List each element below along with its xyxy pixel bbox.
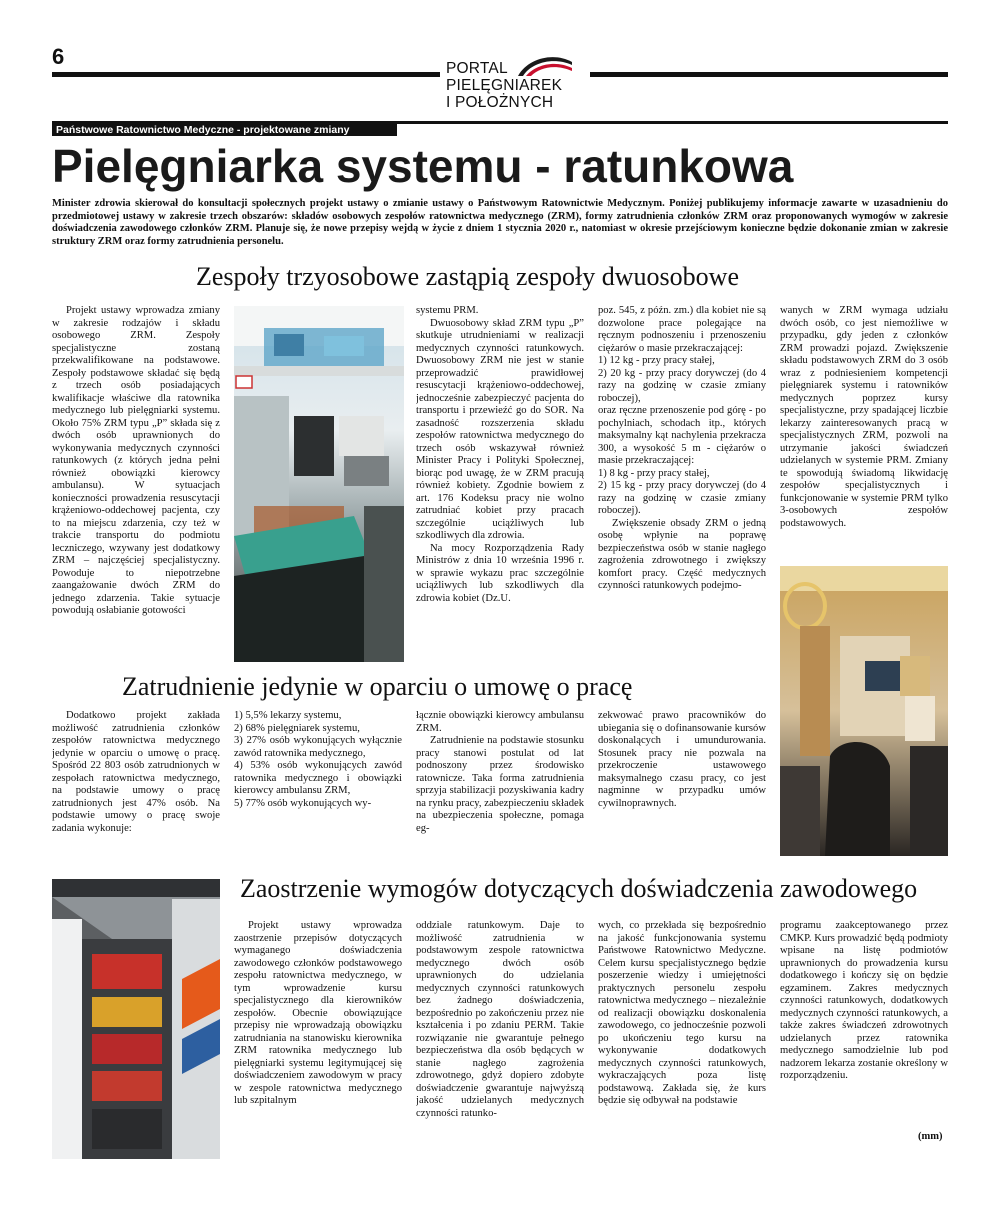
section1-column-3 <box>598 305 766 661</box>
section3-column-4 <box>780 920 948 1125</box>
section1-column-4 <box>780 305 948 561</box>
section3-heading: Zaostrzenie wymogów dotyczących doświadczenia zawodowego <box>240 874 918 903</box>
ambulance-cabin-photo <box>780 566 948 856</box>
section2-column-4 <box>598 710 766 860</box>
list-item: 1) 12 kg - przy pracy stałej, <box>598 355 715 366</box>
paragraph: Zatrudnienie na podstawie stosunku pracy stanowi postulat od lat podnoszony przez środowisko ratownicze. Taka forma zatrudnienia sprzyja stabilizacji pozyskiwania kadry na rynku pracy, zabezpieczeniu składek na ubezpieczenia społeczne, pomaga eg- <box>416 735 584 834</box>
list-item: 3) 27% osób wykonujących wyłącznie zawód ratownika medycznego, <box>234 735 402 759</box>
paragraph: oraz ręczne przenoszenie pod górę - po pochylniach, schodach itp., których maksymalny kąt nachylenia przekracza 300, a wysokość 5 m - ciężarów o masie przekraczającej: <box>598 405 766 466</box>
header-rule-left <box>52 72 440 77</box>
section-tag: Państwowe Ratownictwo Medyczne - projektowane zmiany <box>52 124 397 136</box>
ambulance-side-compartment-photo <box>52 879 220 1159</box>
section2-heading: Zatrudnienie jedynie w oparciu o umowę o pracę <box>122 672 633 701</box>
list-item: 1) 8 kg - przy pracy stałej, <box>598 467 710 479</box>
article-lead: Minister zdrowia skierował do konsultacji społecznych projekt ustawy o zmianie ustawy o Państwowym Ratownictwie Medycznym. Poniżej publikujemy informacje zawarte w uzasadnieniu do przedmiotowej ustawy w zakresie trzech obszarów: składów osobowych zespołów ratownictwa medycznego (ZRM), formy zatrudnienia członków ZRM oraz proponowanych wymogów w zakresie doświadczenia zawodowego członków ZRM. Planuje się, że nowe przepisy wejdą w życie z dniem 1 stycznia 2020 r., natomiast w okresie przejściowym konieczne będzie dokonanie zmian w zakresie struktury ZRM oraz formy zatrudnienia personelu. <box>52 198 948 247</box>
section2-column-1 <box>52 710 220 860</box>
paragraph: Na mocy Rozporządzenia Rady Ministrów z dnia 10 września 1996 r. w sprawie wykazu prac szczególnie uciążliwych lub szkodliwych dla zdrowia kobiet (Dz.U. <box>416 542 584 604</box>
list-item: 1) 5,5% lekarzy systemu, <box>234 710 342 721</box>
section2-column-2 <box>234 710 402 860</box>
paragraph: łącznie obowiązki kierowcy ambulansu ZRM. <box>416 710 584 734</box>
list-item: 2) 20 kg - przy pracy dorywczej (do 4 razy na godzinę w czasie zmiany roboczej), <box>598 367 766 404</box>
logo-line-1: PORTAL <box>446 60 508 77</box>
paragraph: zekwować prawo pracowników do ubiegania się o dofinansowanie kursów doskonalących i umundurowania. Stosunek pracy nie pozwala na przekroczenie ustawowego maksymalnego czasu pracy, co jest nagminne w przypadku umów cywilnoprawnych. <box>598 710 766 809</box>
page-number: 6 <box>52 44 65 69</box>
paragraph: wanych w ZRM wymaga udziału dwóch osób, co jest niemożliwe w przypadku, gdy jeden z członków ZRM prowadzi pojazd. Zwiększenie składu podstawowych ZRM do 3 osób wraz z podniesieniem kompetencji pielęgniarek systemu i ratowników medycznych poprzez kursy specjalistyczne, przy spadającej liczbie lekarzy zainteresowanych pracą w specjalistycznych ZRM, pozwoli na utrzymanie jakości świadczeń udzielanych w systemie PRM. Zmiany te spowodują świadomą likwidację zespołów specjalistycznych i funkcjonowanie w systemie PRM tylko 3-osobowych zespołów podstawowych. <box>780 305 948 529</box>
paragraph: wych, co przekłada się bezpośrednio na jakość funkcjonowania systemu Państwowe Ratownictwo Medyczne. Celem kursu specjalistycznego będzie poszerzenie wiedzy i umiejętności praktycznych personelu zespołu ratownictwa medycznego – niezależnie od realizacji obowiązku doskonalenia zawodowego, co jednocześnie pozwoli po ukończeniu tego kursu na wykonywanie dodatkowych medycznych czynności ratunkowych, wykraczających poza listę podstawową. Zakłada się, że kurs będzie się odbywał na podstawie <box>598 920 766 1106</box>
section2-column-3 <box>416 710 584 860</box>
paragraph: Dwuosobowy skład ZRM typu „P” skutkuje utrudnieniami w realizacji medycznych czynności ratunkowych. Dwuosobowy ZRM nie jest w stanie przeprowadzić prawidłowej resuscytacji krążeniowo-oddechowej, jednocześnie zabezpieczyć pacjenta do transportu i przewieźć go do SOR. Na zasadność rozszerzenia składu zespołów ratownictwa medycznego do trzech osób wskazywał również Minister Pracy i Polityki Społecznej, biorąc pod uwagę, że w ZRM pracują również kobiety. Zgodnie bowiem z art. 176 Kodeksu pracy nie wolno zatrudniać kobiet przy pracach szczególnie uciążliwych lub szkodliwych dla zdrowia. <box>416 317 584 541</box>
section1-heading: Zespoły trzyosobowe zastąpią zespoły dwuosobowe <box>196 262 739 291</box>
logo-line-3: I POŁOŻNYCH <box>446 94 554 111</box>
list-item: 2) 15 kg - przy pracy dorywczej (do 4 razy na godzinę w czasie zmiany roboczej). <box>598 480 766 516</box>
portal-logo <box>446 52 586 114</box>
paragraph: Projekt ustawy wprowadza zaostrzenie przepisów dotyczących wymaganego doświadczenia zawodowego członków podstawowego zespołu ratownictwa medycznego, w tym wprowadzenie kursu specjalistycznego dla kierowników zespołów. Obecnie obowiązujące przepisy nie wprowadzają obowiązku zatrudniania na stanowisku kierownika ZRM ratownika medycznego lub pielęgniarki systemu legitymującej się doświadczeniem zawodowym w pracy w zespole ratownictwa medycznego lub szpitalnym <box>234 920 402 1106</box>
paragraph: Zwiększenie obsady ZRM o jedną osobę wpłynie na poprawę bezpieczeństwa osób w stanie nagłego zagrożenia zdrowotnego i zwiększy komfort pracy. Część medycznych czynności ratunkowych podejmo- <box>598 517 766 591</box>
logo-line-2: PIELĘGNIAREK <box>446 77 563 94</box>
section3-column-1 <box>234 920 402 1160</box>
paragraph: Projekt ustawy wprowadza zmiany w zakresie rodzajów i składu osobowego ZRM. Zespoły specjalistyczne zostaną przekwalifikowane na podstawowe. Zespoły podstawowe składać się będą z trzech osób posiadających kwalifikacje właściwe dla ratownika medycznego lub pielęgniarki systemu. Około 75% ZRM typu „P” składa się z dwóch osób uprawnionych do wykonywania medycznych czynności ratunkowych (z których jedna pełni również obowiązki kierowcy ambulansu). W sytuacjach konieczności prowadzenia resuscytacji krążeniowo-oddechowej pacjenta, czy to na miejscu zdarzenia, czy też w trakcie transportu do podmiotu leczniczego, wzywany jest dodatkowy ZRM – najczęściej specjalistyczny. Powoduje to niepotrzebne zaangażowanie dwóch ZRM do jednego zdarzenia. Takie sytuacje powodują osłabianie gotowości <box>52 305 220 616</box>
ambulance-interior-photo <box>234 306 404 662</box>
list-item: 4) 53% osób wykonujących zawód ratownika medycznego i obowiązki kierowcy ambulansu ZRM, <box>234 760 402 796</box>
paragraph: Dodatkowo projekt zakłada możliwość zatrudnienia członków zespołów ratownictwa medycznego jedynie w oparciu o umowę o pracę. Spośród 22 803 osób zatrudnionych w zespołach ratownictwa medycznego, na podstawie umowy o pracę zatrudnionych jest 47% osób. Na podstawie umowy o pracę swoje zadania wykonuje: <box>52 710 220 834</box>
section1-column-1 <box>52 305 220 661</box>
article-title: Pielęgniarka systemu - ratunkowa <box>52 140 794 192</box>
section3-column-2 <box>416 920 584 1160</box>
paragraph: systemu PRM. <box>416 305 479 316</box>
paragraph: oddziale ratunkowym. Daje to możliwość zatrudnienia w podstawowym zespole ratownictwa medycznego dwóch osób uprawnionych do udzielania medycznych czynności ratunkowych bez żadnego doświadczenia, bezpośrednio po zakończeniu przez nie kształcenia i po zdaniu PERM. Takie rozwiązanie nie gwarantuje pełnego bezpieczeństwa dla osób będących w stanie nagłego zagrożenia zdrowotnego, gdyż dopiero zdobyte doświadczenie gwarantuje najwyższą jakość udzielanych medycznych czynności ratunko- <box>416 920 584 1119</box>
paragraph: programu zaakceptowanego przez CMKP. Kurs prowadzić będą podmioty wpisane na listę podmiotów uprawnionych do prowadzenia kursu dodatkowego i kończy się on będzie egzaminem. Zakres medycznych czynności ratunkowych, dodatkowych medycznych czynności ratunkowych, a także zakres świadczeń zdrowotnych udzielanych przez ratownika medycznego samodzielnie lub pod nadzorem lekarza zostanie określony w rozporządzeniu. <box>780 920 948 1081</box>
section1-column-2 <box>416 305 584 661</box>
list-item: 2) 68% pielęgniarek systemu, <box>234 722 360 734</box>
list-item: 5) 77% osób wykonujących wy- <box>234 797 372 809</box>
header-rule-right <box>590 72 948 77</box>
paragraph: poz. 545, z późn. zm.) dla kobiet nie są dozwolone prace polegające na ręcznym podnoszeniu i przenoszeniu ciężarów o masie przekraczającej: <box>598 305 766 354</box>
author-byline: (mm) <box>918 1131 943 1142</box>
section3-column-3 <box>598 920 766 1160</box>
